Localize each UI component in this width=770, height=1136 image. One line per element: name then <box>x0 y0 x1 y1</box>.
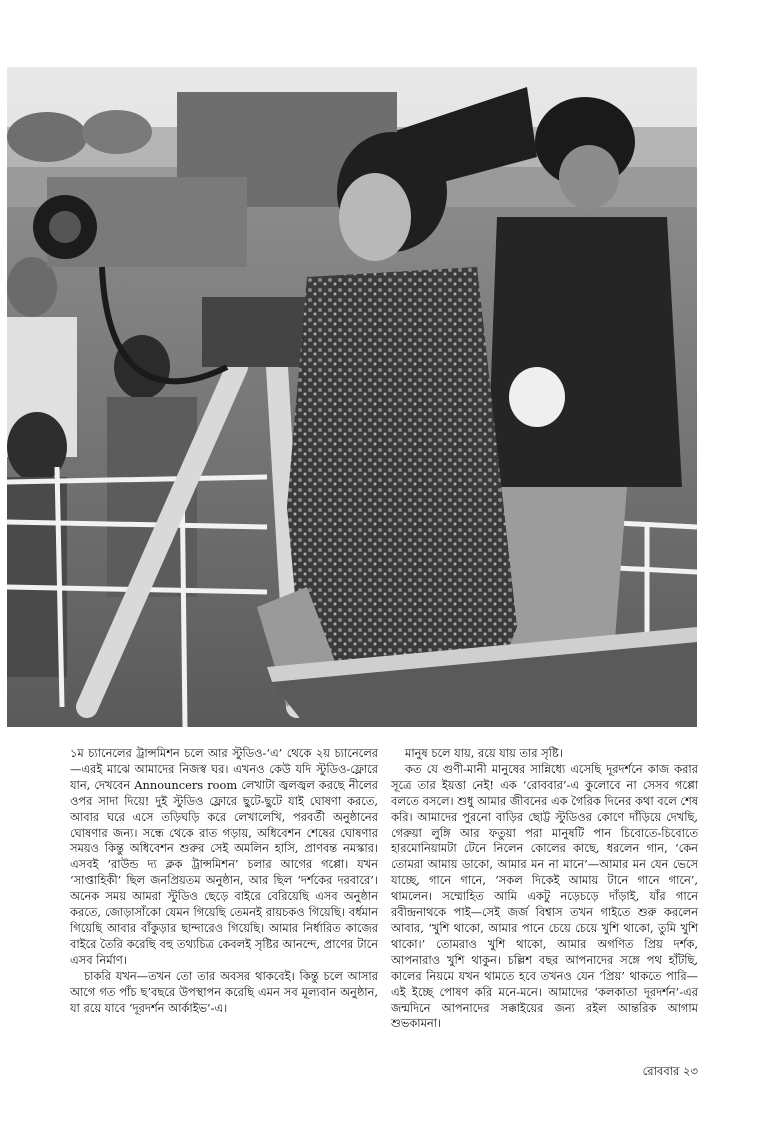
text-column-left <box>70 746 378 1016</box>
paragraph: মানুষ চলে যায়, রয়ে যায় তার সৃষ্টি। <box>405 746 563 760</box>
paragraph: ১ম চ্যানেলের ট্রান্সমিশন চলে আর স্টুডিও-‘এ’ থেকে ২য় চ্যানেলের—এরই মাঝে আমাদের নিজস্ব ঘর। এখনও কেউ যদি স্টুডিও-ফ্লোরে যান, দেখবেন Announcers room লেখাটা জ্বলজ্বল করছে নীলের ওপর সাদা দিয়ে! দুই স্টুডিও ফ্লোরে ছুটে-ছুটে যাই ঘোষণা করতে, আবার ঘরে এসে তড়িঘড়ি করে লেখালেখি, পরবর্তী অনুষ্ঠানের ঘোষণার জন্য। সন্ধে থেকে রাত গড়ায়, অধিবেশন শেষের ঘোষণার সময়ও কিন্তু অধিবেশন শুরুর সেই অমলিন হাসি, প্রাণবন্ত নমস্কার। এসবই ‘রাউন্ড দ্য ক্লক ট্রান্সমিশন’ চলার আগের গপ্পো। যখন ‘সাপ্তাহিকী’ ছিল জনপ্রিয়তম অনুষ্ঠান, আর ছিল ‘দর্শকের দরবারে’। অনেক সময় আমরা স্টুডিও ছেড়ে বাইরে বেরিয়েছি এসব অনুষ্ঠান করতে, জোড়াসাঁকো যেমন গিয়েছি তেমনই রায়চকও গিয়েছি। বর্ধমান গিয়েছি আবার বাঁকুড়ার ছান্দারেও গিয়েছি। আমার নির্ধারিত কাজের বাইরে তৈরি করেছি বহু তথ্যচিত্র কেবলই সৃষ্টির আনন্দে, প্রাণের টানে এসব নির্মাণ। <box>70 746 378 967</box>
paragraph: চাকরি যখন—তখন তো তার অবসর থাকবেই। কিন্তু চলে আসার আগে গত পাঁচ ছ’বছরে উপস্থাপন করেছি এমন সব মূল্যবান অনুষ্ঠান, যা রয়ে যাবে ‘দূরদর্শন আর্কাইভ’-এ। <box>70 968 378 1015</box>
paragraph: কত যে গুণী-মানী মানুষের সান্নিধ্যে এসেছি দূরদর্শনে কাজ করার সূত্রে তার ইয়ত্তা নেই! এক ‘রোববার’-এ কুলোবে না সেসব গপ্পো বলতে বসলে। শুধু আমার জীবনের এক গৈরিক দিনের কথা বলে শেষ করি। আমাদের পুরনো বাড়ির ছোট্ট স্টুডিওর কোণে দাঁড়িয়ে দেখছি, গেরুয়া লুঙ্গি আর ফতুয়া পরা মানুষটি পান চিবোতে-চিবোতে হারমোনিয়ামটা টেনে নিলেন কোলের কাছে, ধরলেন গান, ‘কেন তোমরা আমায় ডাকো, আমার মন না মানে’—আমার মন যেন ভেসে যাচ্ছে, গানে গানে, ‘সকল দিকেই আমায় টানে গানে গানে’, থামলেন। সম্মোহিত আমি একটু নড়েচড়ে দাঁড়াই, যাঁর গানে রবীন্দ্রনাথকে পাই—সেই জর্জ বিশ্বাস তখন গাইতে শুরু করলেন আবার, ‘খুশি থাকো, আমার পানে চেয়ে চেয়ে খুশি থাকো, তুমি খুশি থাকো।’ তোমরাও খুশি থাকো, আমার অগণিত প্রিয় দর্শক, আপনারাও খুশি থাকুন। চল্লিশ বছর আপনাদের সঙ্গে পথ হাঁটছি, কালের নিয়মে যখন থামতে হবে তখনও যেন ‘প্রিয়’ থাকতে পারি—এই ইচ্ছে পোষণ করি মনে-মনে। আমাদের ‘কলকাতা দূরদর্শন’-এর জন্মদিনে আপনাদের সক্কাইয়ের জন্য রইল আন্তরিক আগাম শুভকামনা। <box>391 761 698 1031</box>
text-column-right <box>391 746 698 1032</box>
page-footer: রোববার ২৩ <box>642 1064 698 1078</box>
photograph-camera-crew <box>7 67 697 727</box>
